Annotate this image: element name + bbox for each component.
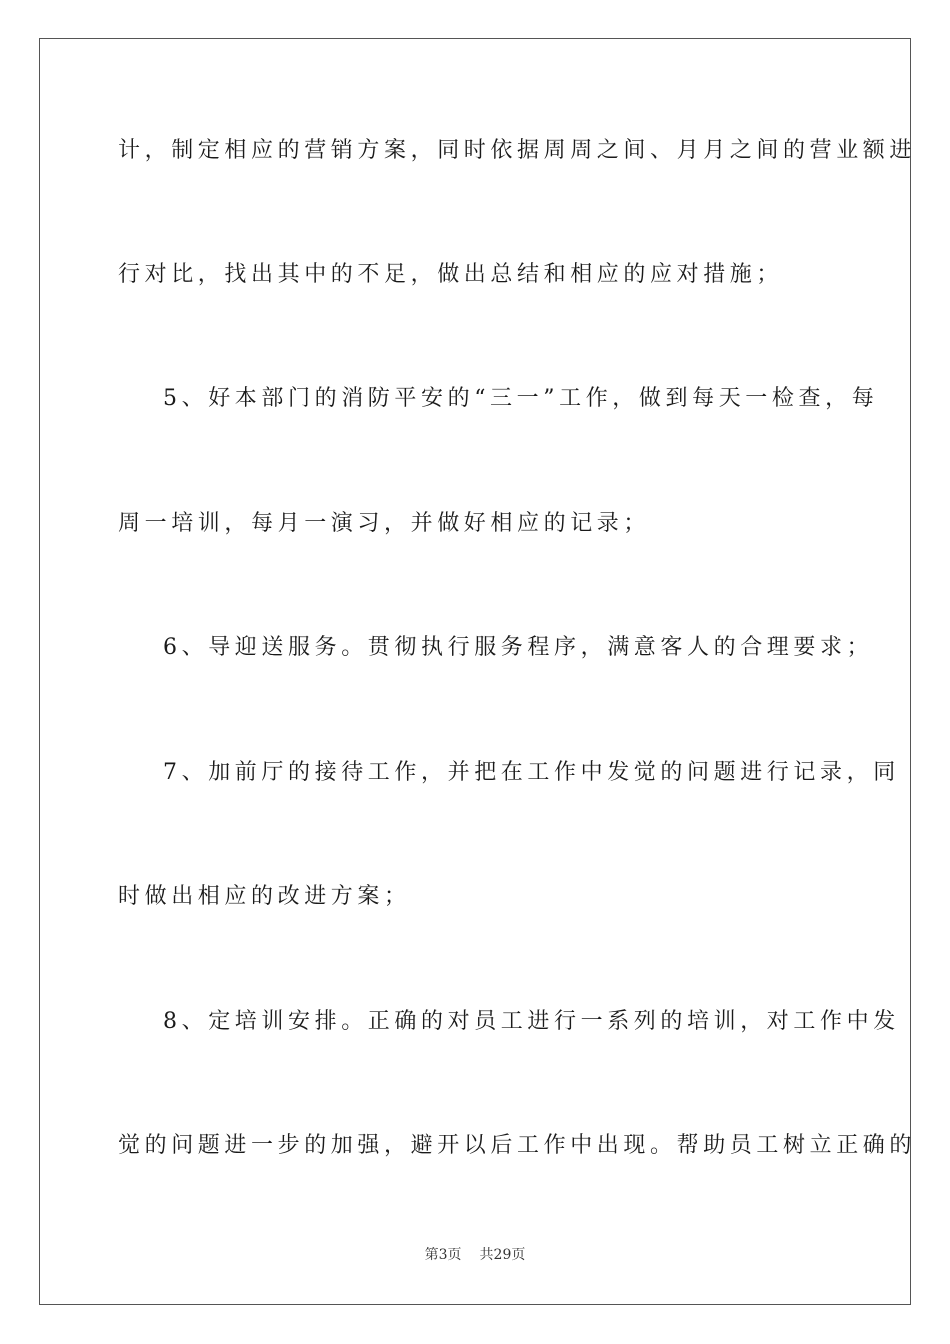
page-frame [39,38,917,1305]
text-line-1: 计，制定相应的营销方案，同时依据周周之间、月月之间的营业额进 [118,138,917,163]
page-footer [0,1245,950,1265]
page-number: 第3页 [424,1247,462,1263]
page-total: 共29页 [479,1247,526,1263]
text-line-3: 5、好本部门的消防平安的“三一”工作，做到每天一检查，每 [163,386,879,411]
text-line-5: 6、导迎送服务。贯彻执行服务程序，满意客人的合理要求； [163,635,874,660]
text-line-7: 时做出相应的改进方案； [118,884,411,909]
text-line-2: 行对比，找出其中的不足，做出总结和相应的应对措施； [118,262,784,287]
text-line-9: 觉的问题进一步的加强，避开以后工作中出现。帮助员工树立正确的 [118,1133,917,1158]
text-line-6: 7、加前厅的接待工作，并把在工作中发觉的问题进行记录，同 [163,760,900,785]
text-line-4: 周一培训，每月一演习，并做好相应的记录； [118,511,651,536]
text-line-8: 8、定培训安排。正确的对员工进行一系列的培训，对工作中发 [163,1009,900,1034]
